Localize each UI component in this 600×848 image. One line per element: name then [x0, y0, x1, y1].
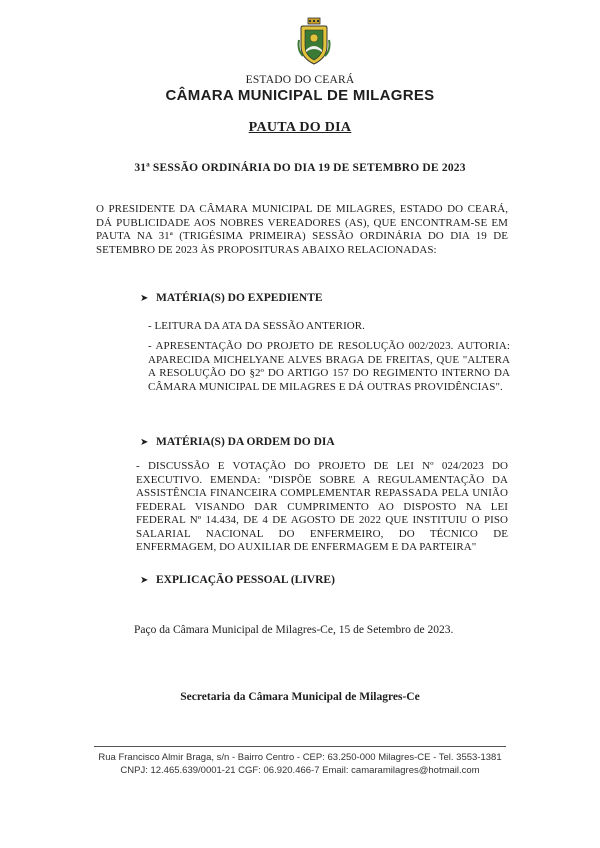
arrow-bullet-icon: ➤ — [140, 436, 149, 448]
signature-line: Secretaria da Câmara Municipal de Milagres-Ce — [180, 691, 420, 703]
section-ordem-do-dia — [140, 436, 335, 448]
document-title: PAUTA DO DIA — [248, 120, 352, 135]
section-expediente — [140, 292, 323, 304]
chamber-name: CÂMARA MUNICIPAL DE MILAGRES — [165, 87, 435, 104]
ceara-coat-of-arms-icon — [297, 16, 331, 66]
agenda-item: - APRESENTAÇÃO DO PROJETO DE RESOLUÇÃO 002/2023. AUTORIA: APARECIDA MICHELYANE ALVES BRAGA DE FREITAS, QUE "ALTERA A RESOLUÇÃO DO §2º DO ARTIGO 157 DO REGIMENTO INTERNO DA CÂMARA MUNICIPAL DE MILAGRES E DÁ OUTRAS PROVIDÊNCIAS". — [148, 340, 510, 393]
section-explicacao-pessoal — [140, 574, 335, 586]
date-line: Paço da Câmara Municipal de Milagres-Ce, 15 de Setembro de 2023. — [134, 624, 454, 636]
footer-ids: CNPJ: 12.465.639/0001-21 CGF: 06.920.466-7 Email: camaramilagres@hotmail.com — [120, 765, 480, 776]
footer-divider — [94, 746, 506, 747]
arrow-bullet-icon: ➤ — [140, 292, 149, 304]
state-name: ESTADO DO CEARÁ — [245, 74, 355, 86]
section-heading: MATÉRIA(S) DO EXPEDIENTE — [156, 292, 323, 304]
section-heading: EXPLICAÇÃO PESSOAL (LIVRE) — [156, 574, 335, 586]
session-title: 31ª SESSÃO ORDINÁRIA DO DIA 19 DE SETEMBRO DE 2023 — [134, 162, 466, 174]
footer-address: Rua Francisco Almir Braga, s/n - Bairro Centro - CEP: 63.250-000 Milagres-CE - Tel. 3553-1381 — [98, 752, 502, 763]
arrow-bullet-icon: ➤ — [140, 574, 149, 586]
intro-paragraph: O PRESIDENTE DA CÂMARA MUNICIPAL DE MILAGRES, ESTADO DO CEARÁ, DÁ PUBLICIDADE AOS NOBRES VEREADORES (AS), QUE ENCONTRAM-SE EM PAUTA NA 31ª (TRIGÉSIMA PRIMEIRA) SESSÃO ORDINÁRIA DO DIA 19 DE SETEMBRO DE 2023 ÀS PROPOSITURAS ABAIXO RELACIONADAS: — [96, 203, 508, 256]
agenda-item: - LEITURA DA ATA DA SESSÃO ANTERIOR. — [148, 320, 365, 332]
section-heading: MATÉRIA(S) DA ORDEM DO DIA — [156, 436, 335, 448]
agenda-item: - DISCUSSÃO E VOTAÇÃO DO PROJETO DE LEI Nº 024/2023 DO EXECUTIVO. EMENDA: "DISPÕE SOBRE A REGULAMENTAÇÃO DA ASSISTÊNCIA FINANCEIRA COMPLEMENTAR REPASSADA PELA UNIÃO FEDERAL VISANDO DAR CUMPRIMENTO AO DISPOSTO NA LEI FEDERAL Nº 14.434, DE 4 DE AGOSTO DE 2022 QUE INSTITUIU O PISO SALARIAL NACIONAL DO ENFERMEIRO, DO TÉCNICO DE ENFERMAGEM, DO AUXILIAR DE ENFERMAGEM E DA PARTEIRA" — [136, 460, 508, 553]
